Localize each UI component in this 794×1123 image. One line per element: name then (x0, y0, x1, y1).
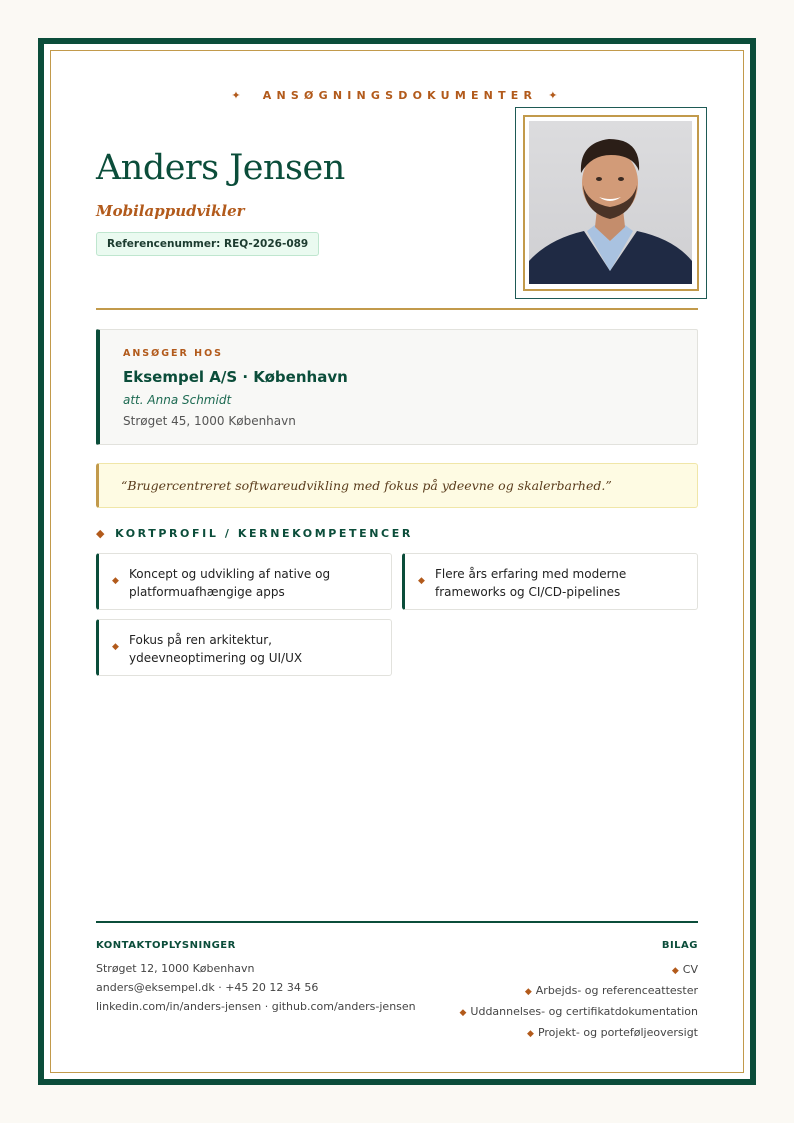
recipient-card (96, 329, 698, 445)
diamond-icon: ◆ (96, 527, 108, 540)
star-icon: ✦ (548, 89, 563, 102)
attachment-item (459, 981, 698, 1002)
applicant-photo (529, 121, 692, 284)
star-icon: ✦ (231, 89, 246, 102)
attachment-label: CV (682, 963, 698, 976)
attachments-heading: BILAG (661, 940, 698, 951)
recipient-address: Strøget 45, 1000 København (123, 414, 296, 428)
attachment-label: Arbejds- og referenceattester (535, 984, 698, 997)
footer-divider (96, 921, 698, 923)
document-eyebrow (97, 89, 697, 102)
contact-email-phone: anders@eksempel.dk · +45 20 12 34 56 (96, 981, 319, 994)
competence-text: Koncept og udvikling af native og platformuafhængige apps (129, 567, 331, 599)
recipient-attention: att. Anna Schmidt (123, 393, 232, 407)
contact-address: Strøget 12, 1000 København (96, 962, 255, 975)
competence-text: Flere års erfaring med moderne frameworks og CI/CD-pipelines (435, 567, 627, 599)
profile-heading (96, 527, 413, 540)
diamond-icon: ◆ (671, 966, 679, 976)
portrait-icon (529, 121, 692, 284)
contact-links: linkedin.com/in/anders-jensen · github.com/anders-jensen (96, 1000, 416, 1013)
diamond-icon: ◆ (418, 576, 425, 586)
recipient-company: Eksempel A/S · København (123, 368, 348, 386)
header-divider (96, 308, 698, 310)
recipient-label: ANSØGER HOS (123, 348, 223, 359)
attachment-label: Projekt- og porteføljeoversigt (537, 1026, 698, 1039)
reference-badge: Referencenummer: REQ-2026-089 (96, 232, 319, 256)
contact-heading: KONTAKTOPLYSNINGER (96, 940, 236, 951)
diamond-icon: ◆ (527, 1029, 534, 1039)
applicant-role: Mobilappudvikler (96, 202, 245, 220)
competence-card (402, 553, 698, 610)
diamond-icon: ◆ (459, 1008, 467, 1018)
applicant-name: Anders Jensen (96, 148, 345, 188)
attachment-item (459, 1023, 698, 1044)
motto-quote: “Brugercentreret softwareudvikling med fokus på ydeevne og skalerbarhed.” (96, 463, 698, 508)
diamond-icon: ◆ (524, 987, 532, 997)
attachments-list (459, 960, 698, 1044)
diamond-icon: ◆ (112, 642, 119, 652)
eyebrow-text: ANSØGNINGSDOKUMENTER (262, 89, 538, 102)
attachment-item (459, 1002, 698, 1023)
competence-text: Fokus på ren arkitektur, ydeevneoptimering og UI/UX (129, 633, 303, 665)
competence-card (96, 553, 392, 610)
diamond-icon: ◆ (112, 576, 119, 586)
attachment-item (459, 960, 698, 981)
competence-card (96, 619, 392, 676)
profile-heading-text: KORTPROFIL / KERNEKOMPETENCER (115, 527, 413, 540)
attachment-label: Uddannelses- og certifikatdokumentation (470, 1005, 698, 1018)
